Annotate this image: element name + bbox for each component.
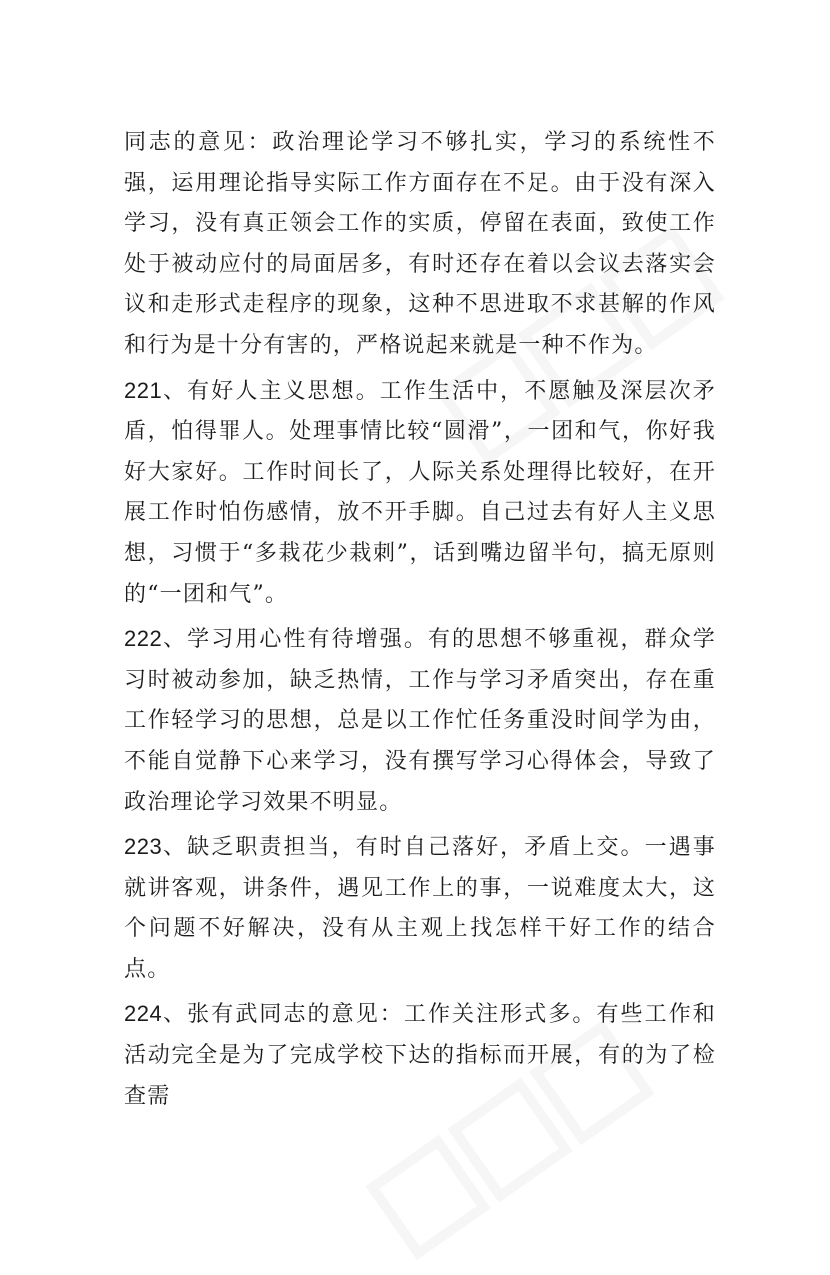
paragraph-text: 、学习用心性有待增强。有的思想不够重视，群众学习时被动参加，缺乏热情，工作与学习矛盾突出，存在重工作轻学习的思想，总是以工作忙任务重没时间学为由，不能自觉静下心来学习，没有撰写学习心得体会，导致了政治理论学习效果不明显。 [124, 627, 716, 815]
paragraph-222 [124, 619, 716, 823]
paragraph-text: 同志的意见：政治理论学习不够扎实，学习的系统性不强，运用理论指导实际工作方面存在不足。由于没有深入学习，没有真正领会工作的实质，停留在表面，致使工作处于被动应付的局面居多，有时还存在着以会议去落实会议和走形式走程序的现象，这种不思进取不求甚解的作风和行为是十分有害的，严格说起来就是一种不作为。 [124, 130, 716, 358]
paragraph-number: 224 [124, 1001, 163, 1027]
paragraph-text: 、张有武同志的意见：工作关注形式多。有些工作和活动完全是为了完成学校下达的指标而开展，有的为了检查需 [124, 1002, 716, 1109]
paragraph-223 [124, 827, 716, 990]
paragraph-224 [124, 994, 716, 1117]
paragraph-text: 、缺乏职责担当，有时自己落好，矛盾上交。一遇事就讲客观，讲条件，遇见工作上的事，一说难度太大，这个问题不好解决，没有从主观上找怎样干好工作的结合点。 [124, 835, 716, 982]
paragraph-number: 222 [124, 626, 163, 652]
paragraph-221 [124, 371, 716, 616]
paragraph-text: 、有好人主义思想。工作生活中，不愿触及深层次矛盾，怕得罪人。处理事情比较“圆滑”，一团和气，你好我好大家好。工作时间长了，人际关系处理得比较好，在开展工作时怕伤感情，放不开手脚。自己过去有好人主义思想，习惯于“多栽花少栽刺”，话到嘴边留半句，搞无原则的“一团和气”。 [124, 378, 716, 607]
document-body [124, 122, 716, 1121]
paragraph-number: 223 [124, 834, 163, 860]
paragraph-intro [124, 122, 716, 367]
paragraph-number: 221 [124, 377, 163, 403]
